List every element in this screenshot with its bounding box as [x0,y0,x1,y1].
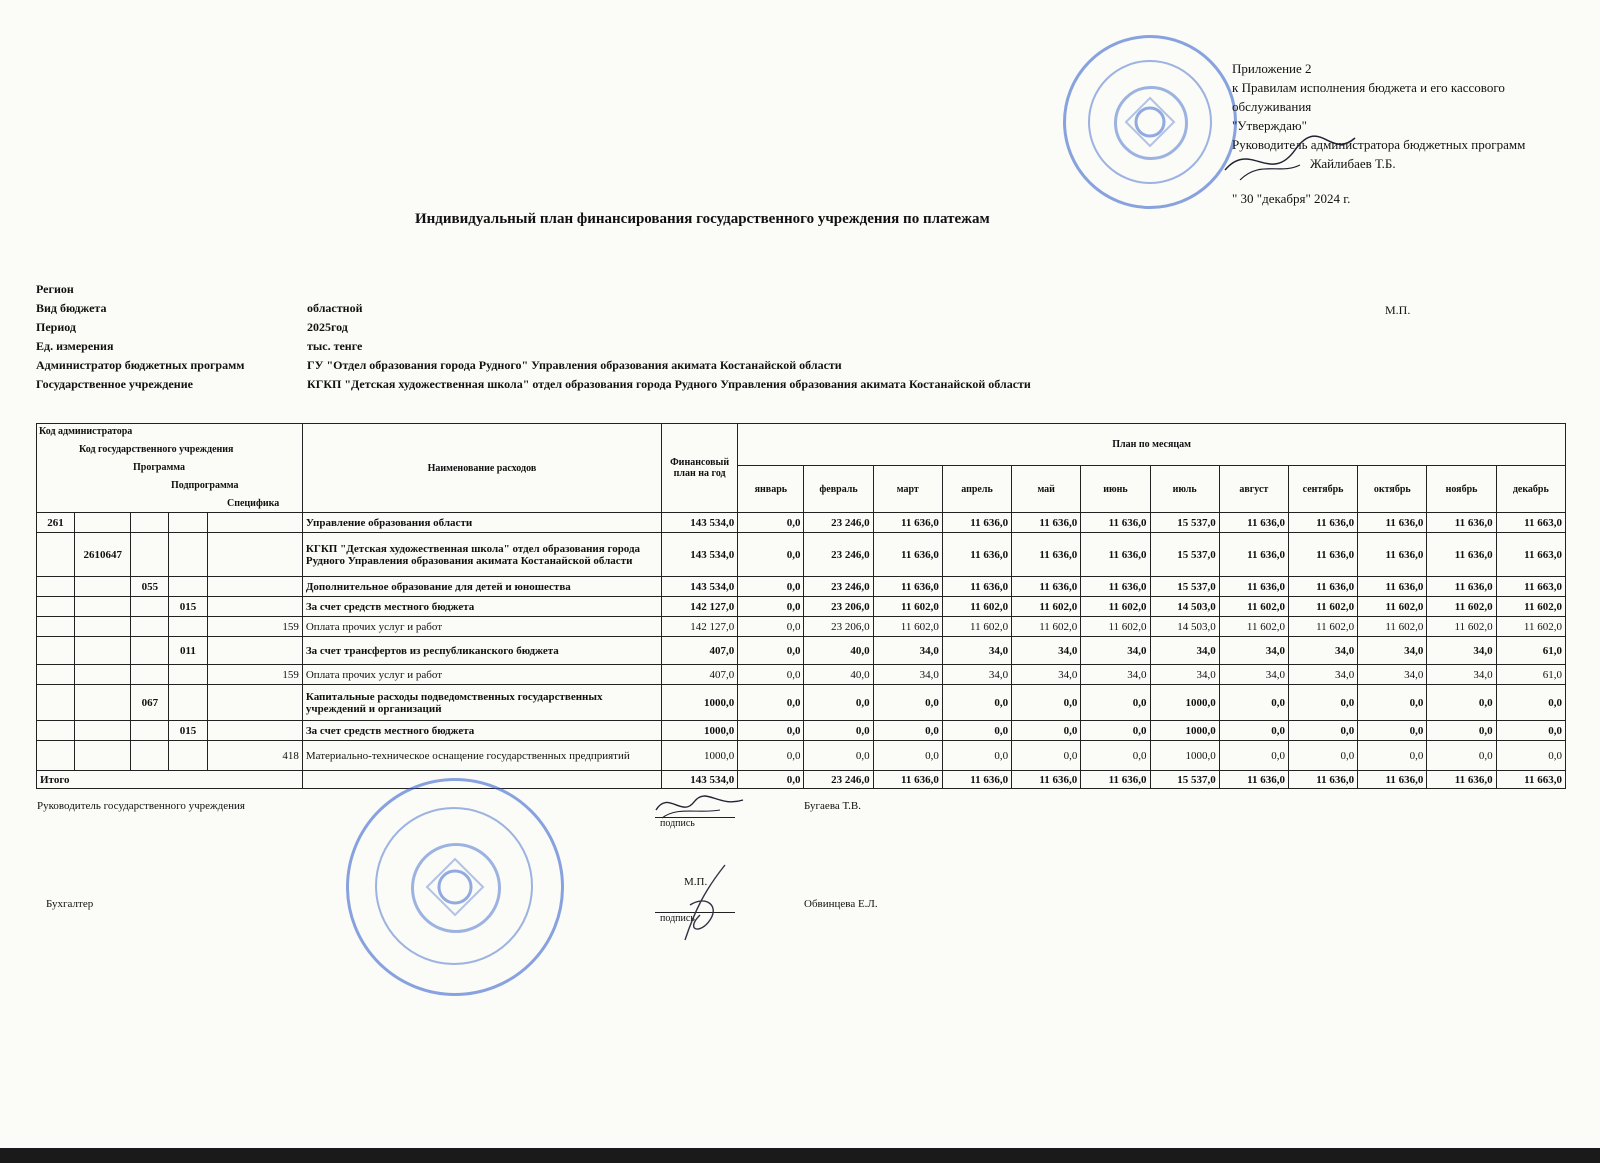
month-value-cell: 0,0 [942,685,1011,721]
month-value-cell: 0,0 [1012,741,1081,771]
code-cell: 011 [169,637,207,665]
code-cell [207,513,302,533]
month-value-cell: 0,0 [1358,721,1427,741]
month-value-cell: 0,0 [873,721,942,741]
month-value-cell: 11 602,0 [1219,617,1288,637]
table-row [37,513,1566,533]
annual-plan-cell: 1000,0 [662,741,738,771]
total-month-cell: 11 636,0 [942,771,1011,789]
month-value-cell: 0,0 [1427,685,1496,721]
month-value-cell: 34,0 [873,665,942,685]
month-value-cell: 34,0 [1288,665,1357,685]
month-value-cell: 0,0 [738,513,804,533]
month-value-cell: 11 602,0 [873,617,942,637]
annual-plan-cell: 143 534,0 [662,577,738,597]
annual-plan-cell: 407,0 [662,637,738,665]
month-header: октябрь [1358,466,1427,513]
month-value-cell: 11 636,0 [1427,533,1496,577]
month-value-cell: 11 636,0 [1081,533,1150,577]
code-cell [169,685,207,721]
total-month-cell: 11 636,0 [1081,771,1150,789]
code-cell [169,513,207,533]
head-name: Бугаева Т.В. [804,800,861,812]
total-month-cell: 11 636,0 [1288,771,1357,789]
code-cell [75,637,131,665]
month-value-cell: 11 602,0 [1219,597,1288,617]
month-value-cell: 0,0 [804,741,873,771]
month-value-cell: 34,0 [1081,637,1150,665]
total-row [37,771,1566,789]
month-value-cell: 0,0 [804,721,873,741]
month-value-cell: 23 206,0 [804,597,873,617]
month-value-cell: 14 503,0 [1150,617,1219,637]
month-value-cell: 1000,0 [1150,721,1219,741]
approval-date: " 30 "декабря" 2024 г. [1232,191,1351,206]
month-value-cell: 0,0 [1496,721,1565,741]
seal-emblem-icon [349,781,561,993]
month-value-cell: 11 602,0 [1012,617,1081,637]
month-value-cell: 34,0 [1288,637,1357,665]
code-cell [207,577,302,597]
code-cell: 055 [131,577,169,597]
month-value-cell: 34,0 [1150,665,1219,685]
code-cell [75,617,131,637]
month-value-cell: 34,0 [1012,637,1081,665]
month-value-cell: 11 602,0 [1081,617,1150,637]
month-value-cell: 11 636,0 [1219,577,1288,597]
annual-plan-cell: 1000,0 [662,685,738,721]
code-columns-header [37,424,303,513]
table-row [37,533,1566,577]
month-value-cell: 0,0 [1288,721,1357,741]
code-cell: 159 [207,617,302,637]
code-cell [207,597,302,617]
month-header: июль [1150,466,1219,513]
code-cell [131,721,169,741]
approval-head-title: Руководитель администратора бюджетных программ [1232,137,1526,152]
month-header: июнь [1081,466,1150,513]
month-value-cell: 11 636,0 [1012,513,1081,533]
month-value-cell: 0,0 [738,533,804,577]
code-cell [75,685,131,721]
month-value-cell: 0,0 [738,577,804,597]
accountant-signature-icon [665,860,745,950]
table-row [37,685,1566,721]
approval-approve: "Утверждаю" [1232,118,1307,133]
code-cell [37,741,75,771]
stamp-place-label-bottom: М.П. [684,876,708,888]
code-header-1: Код государственного учреждения [79,444,234,455]
month-header: декабрь [1496,466,1565,513]
expense-name-cell: Управление образования области [302,513,661,533]
approval-rules: к Правилам исполнения бюджета и его кассового [1232,80,1505,95]
month-value-cell: 0,0 [738,617,804,637]
month-value-cell: 11 636,0 [1427,577,1496,597]
month-value-cell: 11 602,0 [1496,617,1565,637]
month-value-cell: 0,0 [1358,741,1427,771]
month-value-cell: 11 636,0 [1358,513,1427,533]
official-seal-bottom [346,778,564,996]
month-header: апрель [942,466,1011,513]
month-value-cell: 11 602,0 [1427,617,1496,637]
code-cell [37,685,75,721]
code-cell [75,741,131,771]
month-value-cell: 11 663,0 [1496,513,1565,533]
total-month-cell: 11 636,0 [1012,771,1081,789]
month-value-cell: 0,0 [1219,685,1288,721]
code-cell [207,721,302,741]
stamp-place-label: М.П. [1385,303,1411,317]
code-cell [37,617,75,637]
month-value-cell: 34,0 [1427,665,1496,685]
month-value-cell: 1000,0 [1150,741,1219,771]
code-cell [169,665,207,685]
code-header-0: Код администратора [39,426,133,437]
expense-name-cell: Оплата прочих услуг и работ [302,617,661,637]
expense-name-cell: Капитальные расходы подведомственных государственных учреждений и организаций [302,685,661,721]
month-value-cell: 11 602,0 [1288,617,1357,637]
head-of-institution-label: Руководитель государственного учреждения [37,800,245,812]
month-value-cell: 1000,0 [1150,685,1219,721]
month-value-cell: 0,0 [1219,721,1288,741]
monthly-plan-header: План по месяцам [738,424,1566,466]
month-value-cell: 11 636,0 [1358,577,1427,597]
head-signature-caption: подпись [660,818,695,829]
code-header-2: Программа [133,462,185,473]
expense-name-cell: За счет средств местного бюджета [302,721,661,741]
month-value-cell: 61,0 [1496,665,1565,685]
code-cell [37,577,75,597]
table-row [37,577,1566,597]
month-value-cell: 11 636,0 [1012,533,1081,577]
month-value-cell: 11 663,0 [1496,577,1565,597]
code-cell: 067 [131,685,169,721]
month-header: март [873,466,942,513]
table-row [37,617,1566,637]
month-header: январь [738,466,804,513]
head-signature-icon [648,788,748,826]
month-value-cell: 11 636,0 [942,577,1011,597]
table-row [37,637,1566,665]
scan-bottom-edge [0,1148,1600,1163]
code-header-3: Подпрограмма [171,480,239,491]
table-row [37,741,1566,771]
code-cell [131,533,169,577]
month-value-cell: 0,0 [1219,741,1288,771]
month-value-cell: 11 602,0 [942,597,1011,617]
month-value-cell: 0,0 [873,741,942,771]
month-value-cell: 11 636,0 [1219,533,1288,577]
table-row [37,597,1566,617]
month-value-cell: 11 636,0 [942,533,1011,577]
code-cell [75,597,131,617]
approval-signature-icon [1220,130,1360,190]
month-value-cell: 40,0 [804,637,873,665]
table-row [37,721,1566,741]
month-value-cell: 11 636,0 [1427,513,1496,533]
code-cell [37,597,75,617]
month-value-cell: 0,0 [942,721,1011,741]
month-value-cell: 23 246,0 [804,533,873,577]
month-value-cell: 40,0 [804,665,873,685]
code-cell [37,665,75,685]
month-header: май [1012,466,1081,513]
month-value-cell: 11 602,0 [1427,597,1496,617]
month-value-cell: 0,0 [738,637,804,665]
month-value-cell: 14 503,0 [1150,597,1219,617]
month-value-cell: 11 636,0 [873,533,942,577]
month-value-cell: 11 602,0 [1496,597,1565,617]
month-value-cell: 11 636,0 [942,513,1011,533]
annual-plan-cell: 142 127,0 [662,617,738,637]
total-month-cell: 0,0 [738,771,804,789]
month-value-cell: 11 602,0 [1358,597,1427,617]
month-value-cell: 0,0 [1358,685,1427,721]
total-month-cell: 23 246,0 [804,771,873,789]
code-cell [131,665,169,685]
expense-name-cell: Материально-техническое оснащение государственных предприятий [302,741,661,771]
code-cell [169,617,207,637]
month-value-cell: 34,0 [1012,665,1081,685]
month-value-cell: 11 636,0 [1012,577,1081,597]
code-cell [169,577,207,597]
code-cell: 159 [207,665,302,685]
annual-plan-cell: 143 534,0 [662,513,738,533]
approval-appendix: Приложение 2 [1232,61,1312,76]
month-value-cell: 0,0 [738,685,804,721]
month-value-cell: 34,0 [1427,637,1496,665]
month-value-cell: 0,0 [1288,741,1357,771]
total-month-cell: 11 663,0 [1496,771,1565,789]
code-cell [131,597,169,617]
month-value-cell: 11 602,0 [1288,597,1357,617]
total-month-cell: 11 636,0 [873,771,942,789]
code-cell: 015 [169,597,207,617]
month-value-cell: 23 246,0 [804,577,873,597]
official-seal-top [1063,35,1237,209]
annual-plan-cell: 143 534,0 [662,533,738,577]
month-value-cell: 11 636,0 [1081,513,1150,533]
accountant-name: Обвинцева Е.Л. [804,898,878,910]
month-value-cell: 11 636,0 [1081,577,1150,597]
month-value-cell: 34,0 [942,637,1011,665]
month-value-cell: 23 246,0 [804,513,873,533]
code-cell [131,637,169,665]
month-value-cell: 15 537,0 [1150,513,1219,533]
financing-plan-table [36,423,1566,789]
code-cell [37,533,75,577]
expense-name-cell: Оплата прочих услуг и работ [302,665,661,685]
code-cell [207,533,302,577]
month-value-cell: 0,0 [738,597,804,617]
code-header-4: Специфика [227,498,280,509]
code-cell [207,637,302,665]
accountant-signature-caption: подпись [660,913,695,924]
month-value-cell: 0,0 [1081,741,1150,771]
accountant-label: Бухгалтер [46,898,94,910]
month-value-cell: 34,0 [1150,637,1219,665]
annual-plan-cell: 407,0 [662,665,738,685]
month-value-cell: 15 537,0 [1150,533,1219,577]
month-value-cell: 0,0 [873,685,942,721]
month-value-cell: 11 602,0 [1358,617,1427,637]
code-cell [37,637,75,665]
month-value-cell: 11 636,0 [1358,533,1427,577]
month-value-cell: 11 602,0 [1081,597,1150,617]
month-value-cell: 23 206,0 [804,617,873,637]
code-cell [131,741,169,771]
annual-plan-cell: 1000,0 [662,721,738,741]
month-value-cell: 11 602,0 [942,617,1011,637]
month-value-cell: 0,0 [1012,685,1081,721]
month-value-cell: 0,0 [1081,685,1150,721]
code-cell: 261 [37,513,75,533]
page-title: Индивидуальный план финансирования государственного учреждения по платежам [415,211,990,227]
month-value-cell: 34,0 [1219,665,1288,685]
month-value-cell: 34,0 [1358,665,1427,685]
month-value-cell: 34,0 [1081,665,1150,685]
approval-head-name: Жайлибаев Т.Б. [1310,156,1396,171]
annual-plan-cell: 142 127,0 [662,597,738,617]
seal-emblem-icon [1066,38,1234,206]
table-row [37,665,1566,685]
month-value-cell: 11 636,0 [873,577,942,597]
month-value-cell: 15 537,0 [1150,577,1219,597]
month-value-cell: 11 636,0 [1219,513,1288,533]
code-cell [207,685,302,721]
month-value-cell: 0,0 [1427,741,1496,771]
month-value-cell: 11 636,0 [1288,577,1357,597]
annual-plan-header: Финансовый план на год [662,424,738,513]
month-value-cell: 0,0 [1081,721,1150,741]
total-label: Итого [37,771,303,789]
month-value-cell: 0,0 [738,741,804,771]
month-value-cell: 0,0 [1496,741,1565,771]
month-value-cell: 0,0 [1288,685,1357,721]
month-value-cell: 0,0 [738,721,804,741]
month-value-cell: 34,0 [1358,637,1427,665]
month-value-cell: 0,0 [1427,721,1496,741]
total-month-cell: 11 636,0 [1358,771,1427,789]
code-cell [169,741,207,771]
code-cell: 418 [207,741,302,771]
month-header: сентябрь [1288,466,1357,513]
month-value-cell: 0,0 [942,741,1011,771]
month-value-cell: 11 636,0 [873,513,942,533]
month-value-cell: 11 636,0 [1288,533,1357,577]
total-annual-cell: 143 534,0 [662,771,738,789]
code-cell [75,577,131,597]
month-value-cell: 11 602,0 [1012,597,1081,617]
month-value-cell: 34,0 [942,665,1011,685]
month-header: ноябрь [1427,466,1496,513]
code-cell [131,513,169,533]
code-cell [37,721,75,741]
table-header-row [37,424,1566,466]
month-value-cell: 0,0 [738,665,804,685]
expense-name-cell: За счет средств местного бюджета [302,597,661,617]
month-header: февраль [804,466,873,513]
month-value-cell: 61,0 [1496,637,1565,665]
month-value-cell: 11 636,0 [1288,513,1357,533]
code-cell: 015 [169,721,207,741]
expense-name-cell: КГКП "Детская художественная школа" отдел образования города Рудного Управления образования акимата Костанайской области [302,533,661,577]
total-month-cell: 11 636,0 [1427,771,1496,789]
month-value-cell: 0,0 [804,685,873,721]
expense-name-header: Наименование расходов [302,424,661,513]
month-header: август [1219,466,1288,513]
month-value-cell: 0,0 [1012,721,1081,741]
total-month-cell: 11 636,0 [1219,771,1288,789]
expense-name-cell: За счет трансфертов из республиканского бюджета [302,637,661,665]
total-month-cell: 15 537,0 [1150,771,1219,789]
code-cell [169,533,207,577]
month-value-cell: 0,0 [1496,685,1565,721]
code-cell [75,665,131,685]
code-cell: 2610647 [75,533,131,577]
code-cell [75,513,131,533]
code-cell [131,617,169,637]
month-value-cell: 11 663,0 [1496,533,1565,577]
code-cell [75,721,131,741]
month-value-cell: 34,0 [873,637,942,665]
approval-rules-cont: обслуживания [1232,99,1312,114]
month-value-cell: 11 602,0 [873,597,942,617]
month-value-cell: 34,0 [1219,637,1288,665]
expense-name-cell: Дополнительное образование для детей и юношества [302,577,661,597]
